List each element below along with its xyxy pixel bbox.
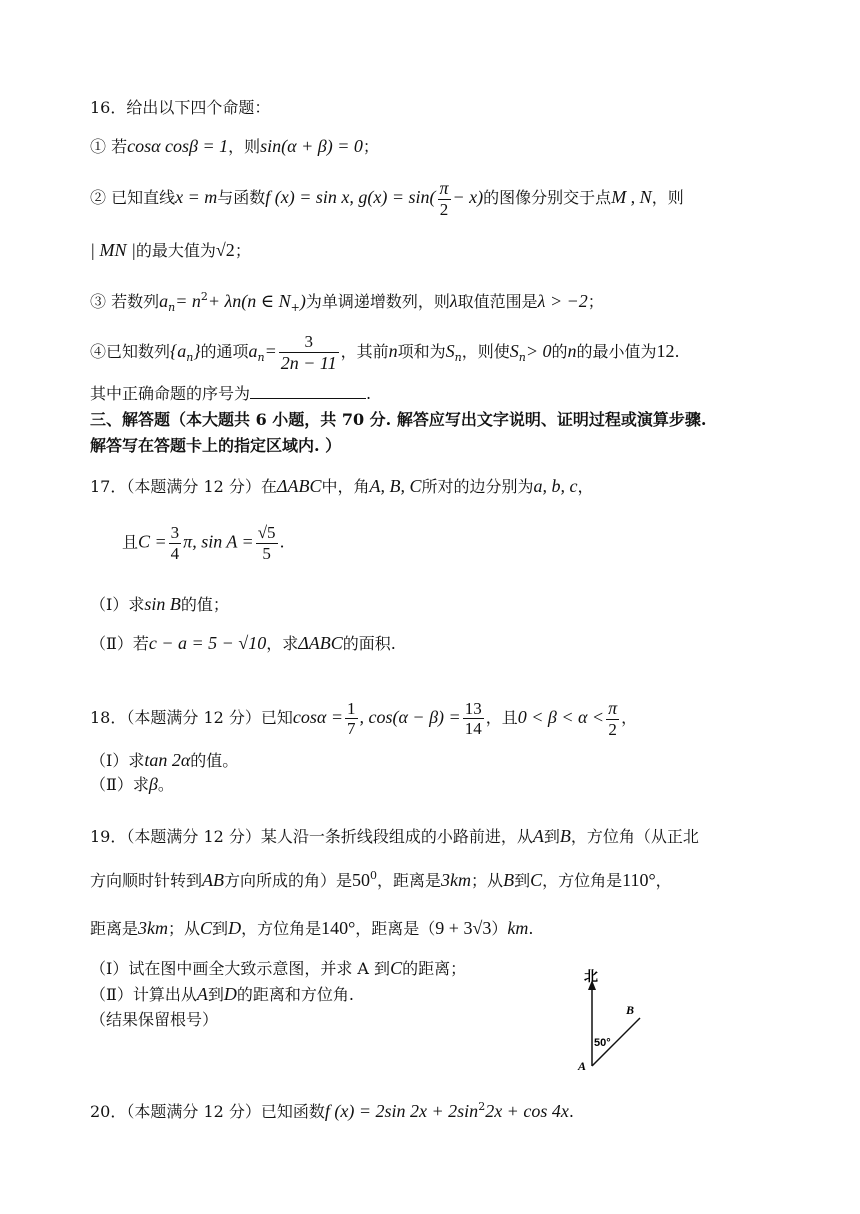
q17-c-eq: C = [138,531,167,552]
q19-110: 110° [622,870,656,890]
prop2-math3: − x) [452,187,484,208]
q19-l3-to: 到 [212,919,229,938]
q18-tan: tan 2α [144,750,191,770]
q20-stem [90,1100,574,1123]
q19-AB: AB [202,870,225,890]
q17-end: . [279,532,285,552]
q19-part1 [90,958,466,980]
q19-line1 [90,826,699,848]
prop4-text3: 项和为 [397,342,446,362]
section3-heading: 三、解答题（本大题共 6 小题，共 70 分. 解答应写出文字说明、证明过程或演算步骤. [90,410,707,429]
q17-frac2 [256,523,278,563]
q19-p2-to: 到 [207,985,224,1004]
q19-A: A [532,826,544,846]
q19-D: D [228,918,242,938]
prop2-label: ② 已知直线 [90,188,176,208]
q19-l2-text1: 方向顺时针转到 [90,871,203,890]
prop4-label: ④已知数列 [90,342,171,362]
prop4-s2: S [509,341,519,362]
prop2-math4: M , N [611,187,652,208]
q18-p2-end: 。 [157,775,174,794]
prop3-math-a: a [159,291,169,311]
q18-frac1 [345,699,358,739]
q18-p1-end: 的值。 [190,751,239,770]
q18-p2-label: （Ⅱ）求 [90,775,149,794]
prop4-fraction [279,332,339,373]
q18-frac3-den: 2 [608,719,617,739]
q17-frac1 [169,523,182,563]
prop4-s1: S [445,341,455,362]
q19-l2-to: 到 [514,871,531,890]
answer-end: . [366,384,372,403]
q19-B2: B [503,870,515,890]
q19-direction-diagram [566,966,656,1076]
q19-C2: C [200,918,213,938]
prop4-n2: n [567,341,577,362]
q19-3km-2: 3km [138,918,169,938]
q19-dist: 9 + 3√3 [435,918,492,938]
prop3-end: ； [587,292,604,311]
prop4-sub1: n [186,351,194,365]
prop3-sub-plus: + [290,301,300,314]
prop1-end: ； [362,137,379,156]
prop4-brace: } [193,341,201,362]
q17-frac1-num: 3 [170,523,180,542]
q20-text1: 20．（本题满分 12 分）已知函数 [90,1102,325,1121]
q18-frac1-num: 1 [347,698,356,718]
q19-l3-text4: ，距离是（ [355,919,436,938]
prop3-lambda: λ [449,291,458,311]
q17-text3: 所对的边分别为 [421,477,534,496]
q16-prop3 [90,290,604,314]
angle-label: 50° [594,1037,611,1049]
prop4-sub3: n [454,351,462,365]
q19-p2-text: （Ⅱ）计算出从 [90,985,197,1004]
prop1-label: ① 若 [90,137,128,156]
prop2-end: ； [234,241,251,260]
q18-ineq: 0 < β < α < [517,707,605,728]
q19-l1-text1: 19．（本题满分 12 分）某人沿一条折线段组成的小路前进，从 [90,827,533,846]
q18-text1: 18．（本题满分 12 分）已知 [90,708,293,728]
q17-p2-end: 的面积. [342,634,396,653]
prop4-frac-den: 2n − 11 [280,352,337,373]
q18-part2 [90,774,174,796]
q16-title: 16．给出以下四个命题： [90,98,271,117]
q19-p2-A: A [196,984,208,1004]
q17-triangle: ΔABC [276,476,322,496]
q17-c-minus-a: c − a = 5 − √10 [148,633,267,653]
q19-line3 [90,918,533,940]
q19-p1-end: 的距离； [402,959,467,978]
q19-l3-text3: ，方位角是 [241,919,322,938]
q17-stem [90,476,594,498]
prop4-sub2: n [257,351,265,365]
prop1-text: ，则 [228,137,261,156]
q18-frac2-num: 13 [464,698,482,718]
q19-km: km [507,918,529,938]
prop3-text1: 为单调递增数列，则 [305,292,450,311]
prop3-math-lambda: + λn(n ∈ N [207,291,291,311]
q17-text2: 中，角 [321,477,370,496]
q19-l2-text2: 方向所成的角）是 [224,871,353,890]
prop2-frac-num: π [439,178,449,198]
q19-deg-sup: 0 [370,869,378,882]
prop3-label: ③ 若数列 [90,292,160,311]
prop4-an: a [248,341,258,362]
q19-p1-C: C [390,958,403,978]
q19-p2-end: 的距离和方位角. [236,985,354,1004]
q19-part2 [90,984,354,1006]
q19-note: （结果保留根号） [90,1010,219,1029]
prop4-text2: ，其前 [340,342,389,362]
q17-triangle2: ΔABC [298,633,343,653]
q17-p2-label: （Ⅱ）若 [90,634,149,653]
q19-140: 140° [321,918,356,938]
q19-l2-text4: ；从 [471,871,504,890]
answer-prompt: 其中正确命题的序号为 [90,384,251,403]
q17-part2 [90,633,396,655]
q19-l1-text2: ，方位角（从正北 [570,827,699,846]
q17-frac2-num: √5 [257,523,276,542]
q17-sides: a, b, c [533,476,578,496]
q18-part1 [90,750,238,772]
q18-cos-a: cosα = [292,707,343,728]
prop1-math2: sin(α + β) = 0 [260,136,363,156]
north-label: 北 [584,969,598,985]
prop4-seq: {a [170,341,187,362]
q17-text1: 17．（本题满分 12 分）在 [90,477,277,496]
q17-part1 [90,594,229,616]
q18-frac2-den: 14 [464,719,482,739]
q19-50: 50 [352,870,371,890]
prop3-math-n: = n [175,291,201,311]
q17-sinA: π, sin A = [183,531,254,552]
prop4-twelve: 12 [656,341,675,362]
q19-l2-text5: ，方位角是 [542,871,623,890]
q16-prop4 [90,332,680,373]
prop4-sub4: n [518,351,526,365]
section3-heading-cont: 解答写在答题卡上的指定区域内. ） [90,436,342,455]
q19-p1-text: （Ⅰ）试在图中画全大致示意图，并求 A 到 [90,959,391,978]
prop4-gt: > 0 [525,341,552,362]
q17-and: 且 [122,532,139,552]
answer-blank[interactable] [250,384,366,399]
q16-prop1 [90,136,379,158]
q19-p2-D: D [223,984,237,1004]
q19-B: B [559,826,571,846]
q19-l2-text3: ，距离是 [377,871,442,890]
q19-line2 [90,869,672,892]
q17-sinB: sin B [144,594,181,614]
prop2-fraction [438,178,451,219]
prop2-math2: f (x) = sin x, g(x) = sin( [265,187,436,208]
q17-p1-end: 的值； [180,595,229,614]
q17-text4: ， [577,477,594,496]
point-a-label: A [578,1059,587,1073]
prop2-text4: 的最大值为 [135,241,216,260]
q20-func2: 2x + cos 4x [485,1101,569,1121]
prop4-text1: 的通项 [200,342,249,362]
q17-frac2-den: 5 [262,543,271,563]
prop2-text3: ，则 [651,188,684,208]
q19-l2-end: ， [655,871,672,890]
prop2-math1: x = m [175,187,218,208]
q20-sup: 2 [478,1100,486,1113]
q17-p1-label: （Ⅰ）求 [90,595,145,614]
prop2-frac-den: 2 [439,199,449,219]
q18-frac3-num: π [608,698,618,718]
q17-given [122,523,285,563]
prop1-math1: cosα cosβ = 1 [127,136,229,156]
q18-stem [90,698,637,739]
prop2-sqrt2: √2 [215,240,235,260]
q19-l1-to: 到 [543,827,560,846]
prop3-paren: ) [299,291,306,311]
q17-angles: A, B, C [369,476,422,496]
prop4-eq: = [264,341,277,362]
prop4-text5: 的 [551,342,568,362]
q18-text2: ，且 [485,708,518,728]
q20-end: . [568,1102,574,1121]
prop2-text2: 的图像分别交于点 [483,188,612,208]
prop2-text1: 与函数 [217,188,266,208]
q18-cos-ab: , cos(α − β) = [359,707,461,728]
prop3-sub-n: n [168,301,176,314]
prop4-n1: n [388,341,398,362]
q18-p1-label: （Ⅰ）求 [90,751,145,770]
prop4-text4: ，则使 [461,342,510,362]
q18-end: ， [621,708,638,728]
q19-l3-text1: 距离是 [90,919,139,938]
q19-C: C [530,870,543,890]
q19-l3-end: . [528,919,534,938]
prop4-frac-num: 3 [279,332,339,353]
prop3-range: λ > −2 [537,291,588,311]
q19-l3-text2: ；从 [168,919,201,938]
prop4-end: . [674,342,680,362]
q19-3km-1: 3km [441,870,472,890]
prop4-text6: 的最小值为 [576,342,657,362]
prop3-sup: 2 [200,290,208,303]
q16-answer-line [90,384,371,403]
q16-prop2-cont [90,240,251,262]
point-b-label: B [626,1003,635,1017]
q20-func1: f (x) = 2sin 2x + 2sin [324,1101,479,1121]
q17-p2-text: ，求 [266,634,299,653]
q16-prop2 [90,178,684,219]
prop2-mn: | MN | [90,240,136,260]
q18-frac1-den: 7 [347,719,356,739]
q18-beta: β [148,774,158,794]
q18-frac2 [463,699,484,739]
q19-l3-text5: ） [491,919,508,938]
q17-frac1-den: 4 [170,543,180,563]
prop3-text2: 取值范围是 [457,292,538,311]
q18-frac3 [606,698,619,739]
